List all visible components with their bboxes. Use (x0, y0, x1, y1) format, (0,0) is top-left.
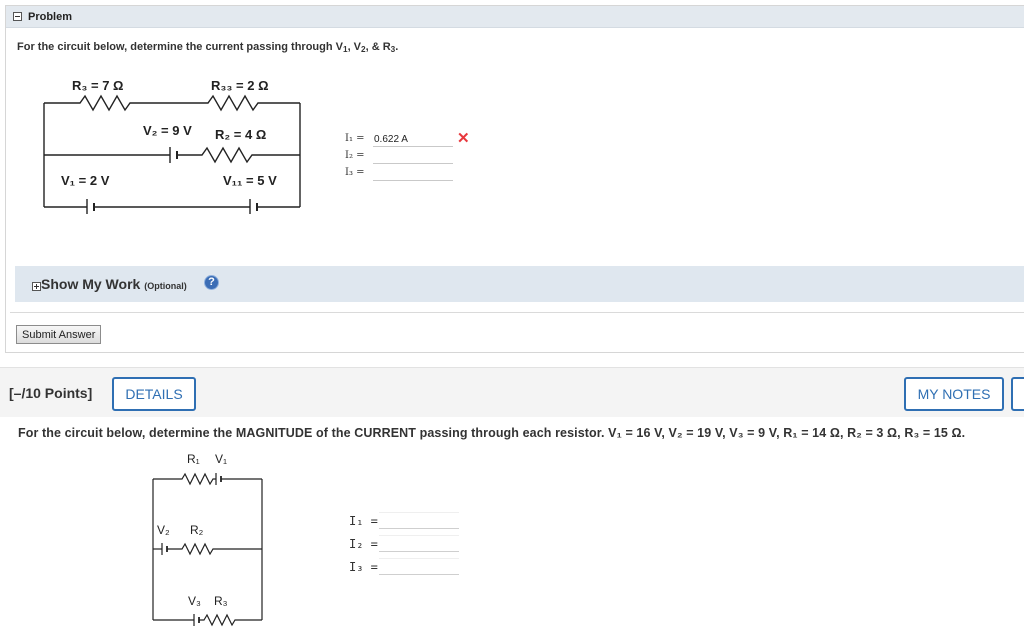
points-label: [–/10 Points] (9, 385, 93, 401)
q2-answer-input-i2[interactable] (379, 535, 459, 552)
q2-answer-label-i2: I₂ = (349, 537, 378, 551)
q2-answer-input-i3[interactable] (379, 558, 459, 575)
label-v11: V₁₁ = 5 V (223, 173, 277, 188)
label-r2: R₂ (190, 523, 204, 537)
label-v3: V₃ (188, 594, 201, 608)
resistor-r2 (167, 544, 262, 554)
expand-icon[interactable] (32, 282, 41, 291)
answer-input-i3[interactable] (373, 166, 453, 181)
label-v1: V₁ (215, 452, 228, 466)
q2-answer-label-i3: I₃ = (349, 560, 378, 574)
resistor-r3 (44, 96, 300, 110)
label-r1: R₁ (187, 452, 200, 466)
show-my-work-bar[interactable] (15, 266, 1024, 302)
resistor-r2 (177, 148, 300, 162)
circuit-diagram-1 (40, 72, 310, 214)
label-r2: R₂ = 4 Ω (215, 127, 267, 142)
label-v2: V₂ = 9 V (143, 123, 192, 138)
question-2-text: For the circuit below, determine the MAGNITUDE of the CURRENT passing through each resistor. V₁ = 16 V, V₂ = 19 V, V₃ = 9 V, R₁ = 14 Ω, R₂ = 3 Ω, R₃ = 15 Ω. (18, 426, 966, 440)
my-notes-button[interactable]: MY NOTES (904, 377, 1004, 411)
show-my-work-title[interactable]: Show My Work (Optional) (41, 276, 187, 292)
problem-title: Problem (28, 11, 73, 23)
details-button[interactable]: DETAILS (112, 377, 196, 411)
help-icon[interactable]: ? (204, 275, 219, 290)
ask-teacher-button[interactable] (1011, 377, 1024, 411)
answer-input-i1[interactable] (373, 132, 453, 147)
problem-header[interactable] (6, 6, 1024, 28)
label-r33: R₃₃ = 2 Ω (211, 78, 269, 93)
circuit-diagram-2 (150, 448, 270, 633)
label-v2: V₂ (157, 523, 170, 537)
submit-answer-button[interactable]: Submit Answer (16, 325, 101, 344)
label-r3: R₃ = 7 Ω (72, 78, 124, 93)
answer-input-i2[interactable] (373, 149, 453, 164)
answer-label-i1: I₁ = (345, 133, 365, 144)
collapse-icon[interactable] (13, 12, 22, 21)
submit-area (10, 312, 1024, 348)
q2-answer-input-i1[interactable] (379, 512, 459, 529)
answer-label-i3: I₃ = (345, 167, 365, 178)
incorrect-x-icon: ✕ (457, 129, 470, 147)
label-v1: V₁ = 2 V (61, 173, 110, 188)
q2-answer-label-i1: I₁ = (349, 514, 378, 528)
resistor-r1 (153, 474, 216, 484)
resistor-r3 (199, 615, 262, 625)
question-text: For the circuit below, determine the current passing through $V_1$, $V_2$, & $R_3$. (17, 41, 399, 55)
answer-label-i2: I₂ = (345, 150, 365, 161)
label-r3: R₃ (214, 594, 228, 608)
question-2-header (0, 367, 1024, 417)
